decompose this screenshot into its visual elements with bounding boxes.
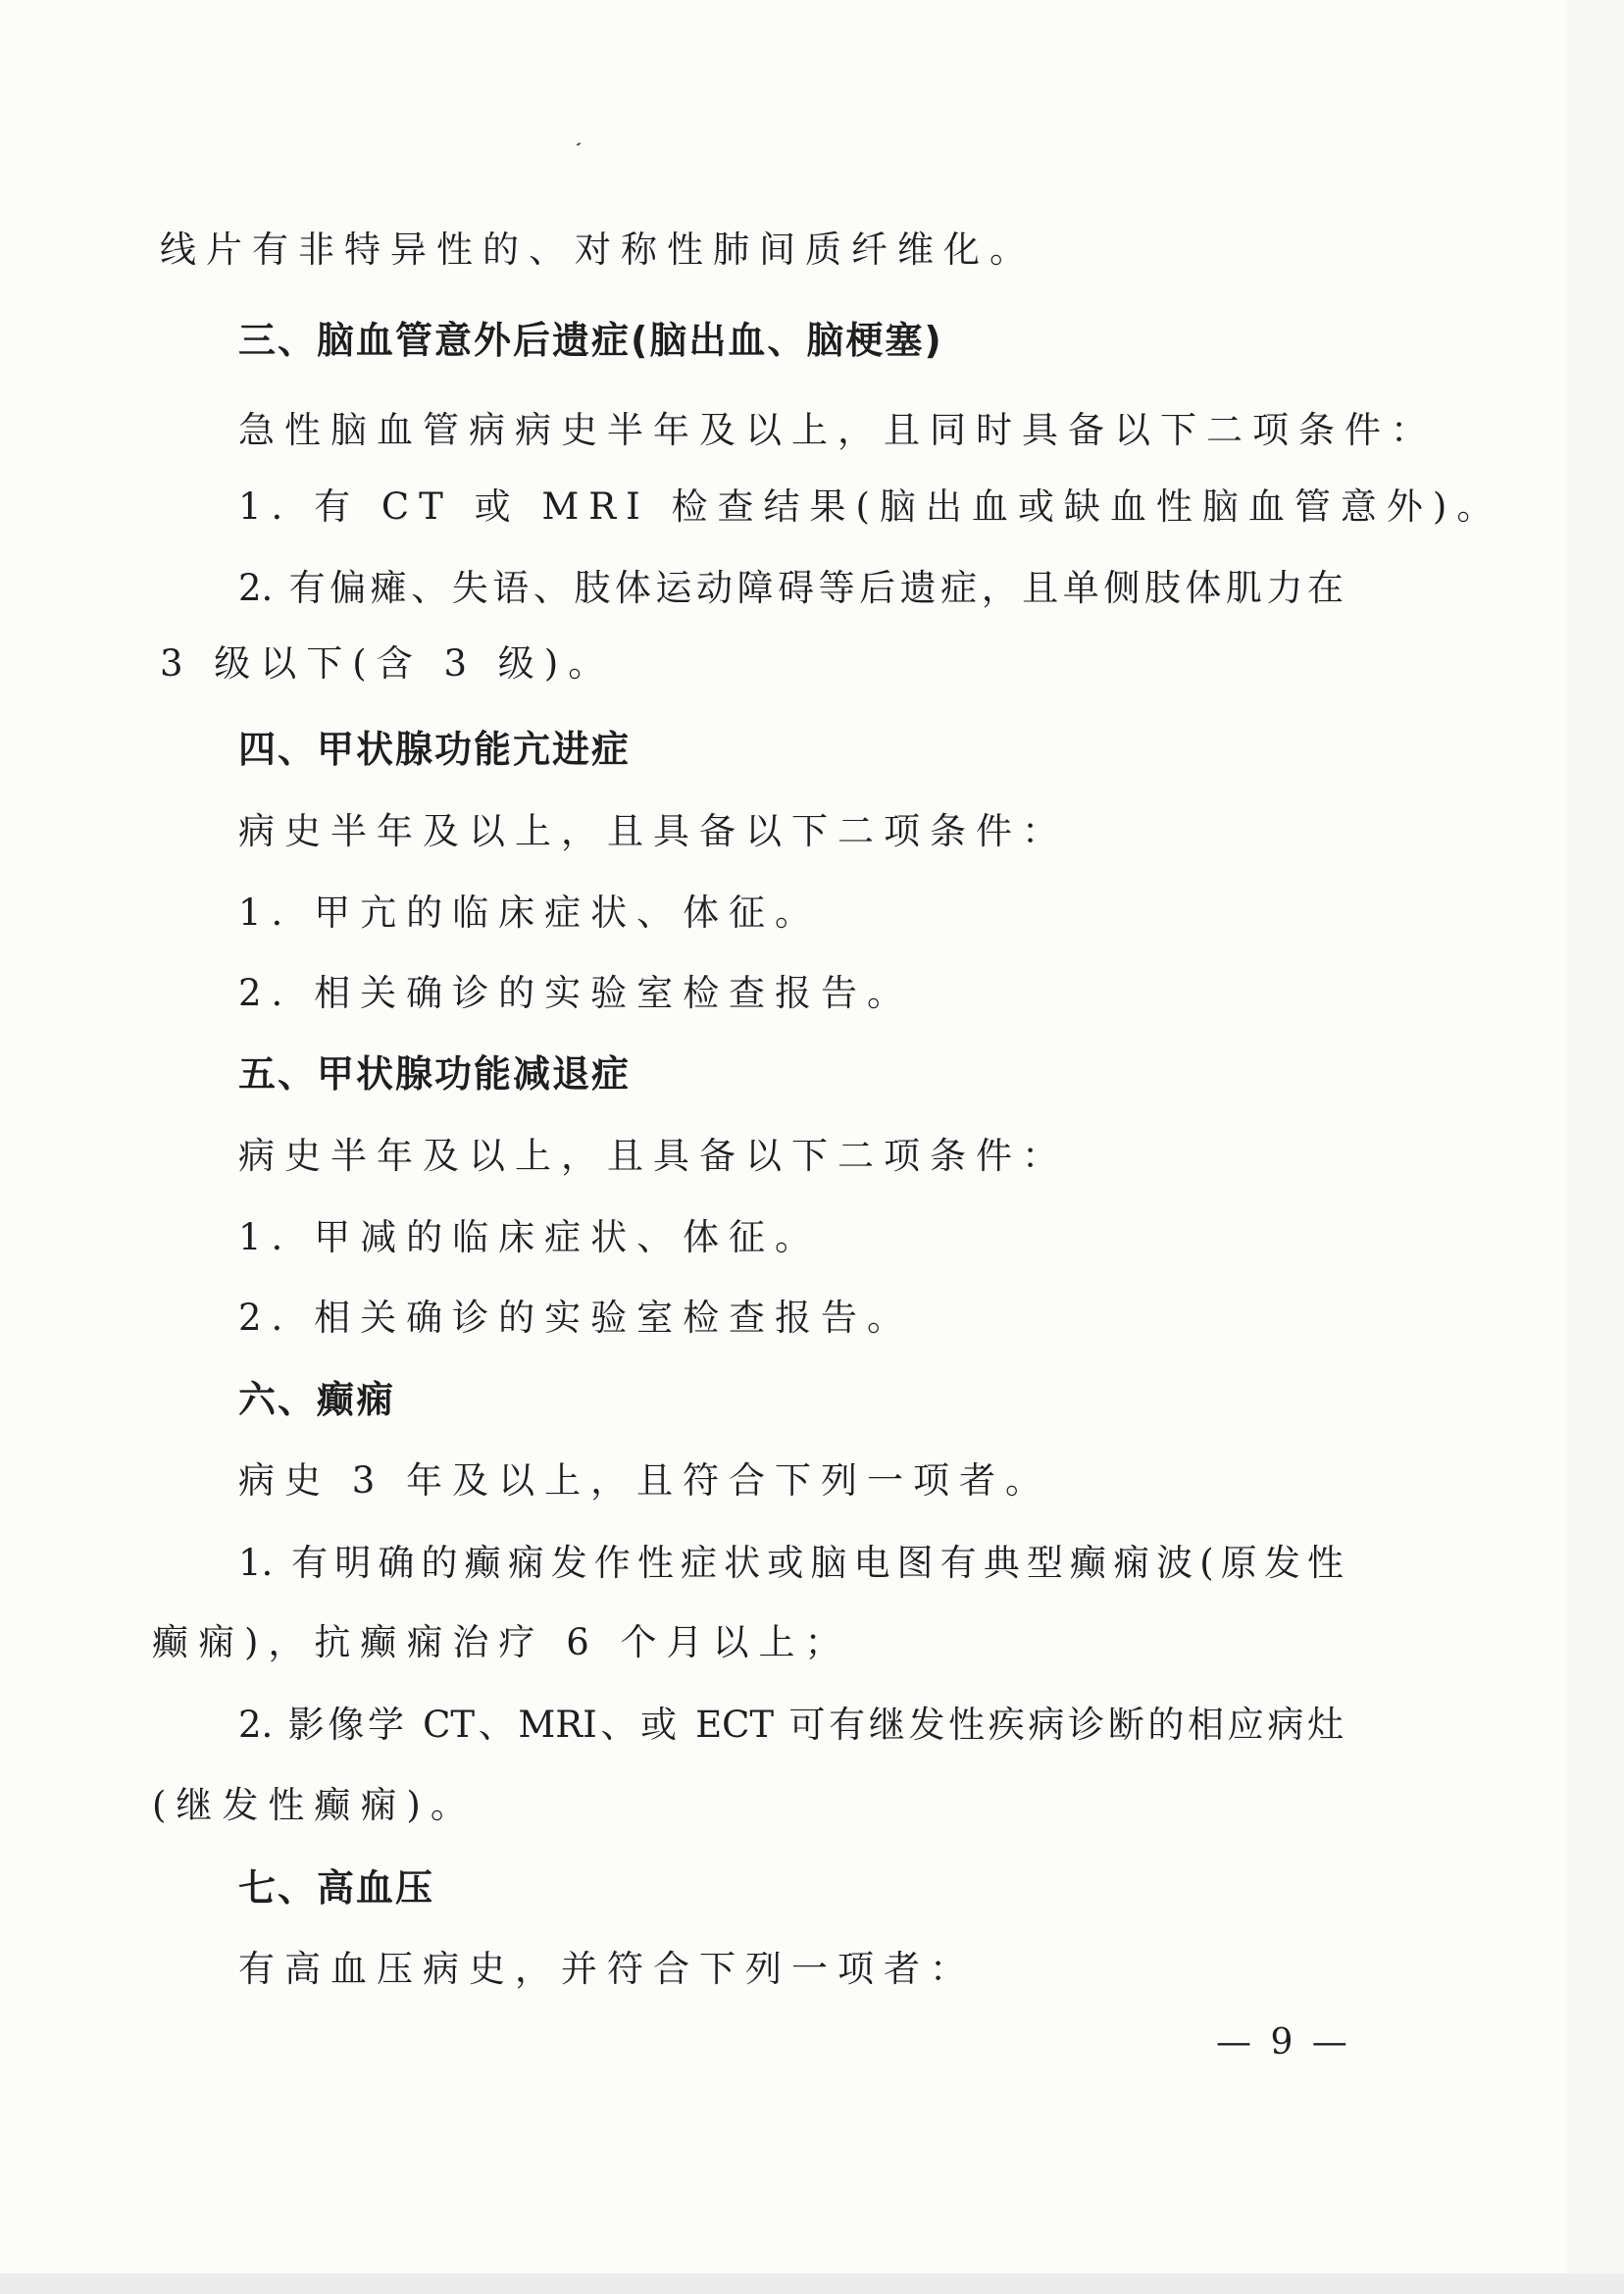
section-heading-5: 五、甲状腺功能减退症 — [238, 1052, 632, 1096]
section-heading-3: 三、脑血管意外后遗症(脑出血、脑梗塞) — [238, 319, 943, 362]
scan-edge-bottom — [0, 2273, 1624, 2294]
body-line: 2. 有偏瘫、失语、肢体运动障碍等后遗症，且单侧肢体肌力在 — [238, 567, 1344, 609]
section-heading-6: 六、癫痫 — [238, 1378, 396, 1421]
scan-edge-right — [1567, 0, 1624, 2273]
body-line: 病史半年及以上，且具备以下二项条件： — [238, 810, 1068, 852]
body-line: 2. 相关确诊的实验室检查报告。 — [238, 972, 914, 1014]
body-line: 1. 有 CT 或 MRI 检查结果(脑出血或缺血性脑血管意外)。 — [238, 485, 1503, 528]
body-line: (继发性癫痫)。 — [152, 1784, 477, 1826]
body-line: 1. 有明确的癫痫发作性症状或脑电图有典型癫痫波(原发性 — [238, 1542, 1344, 1584]
stray-mark — [577, 142, 581, 146]
body-line: 线片有非特异性的、对称性肺间质纤维化。 — [160, 229, 1036, 271]
page-number: — 9 — — [1216, 2022, 1351, 2063]
body-line: 1. 甲减的临床症状、体征。 — [238, 1216, 822, 1258]
body-line: 3 级以下(含 3 级)。 — [160, 642, 615, 685]
body-line: 病史 3 年及以上，且符合下列一项者。 — [238, 1459, 1052, 1502]
body-line: 急性脑血管病病史半年及以上，且同时具备以下二项条件： — [238, 409, 1437, 451]
body-line: 癫痫)，抗癫痫治疗 6 个月以上； — [152, 1621, 851, 1663]
body-line: 2. 影像学 CT、MRI、或 ECT 可有继发性疾病诊断的相应病灶 — [238, 1704, 1344, 1746]
body-line: 2. 相关确诊的实验室检查报告。 — [238, 1297, 914, 1339]
section-heading-7: 七、高血压 — [238, 1866, 435, 1910]
section-heading-4: 四、甲状腺功能亢进症 — [238, 728, 632, 771]
body-line: 病史半年及以上，且具备以下二项条件： — [238, 1135, 1068, 1177]
body-line: 1. 甲亢的临床症状、体征。 — [238, 892, 822, 934]
body-line: 有高血压病史，并符合下列一项者： — [238, 1948, 976, 1990]
